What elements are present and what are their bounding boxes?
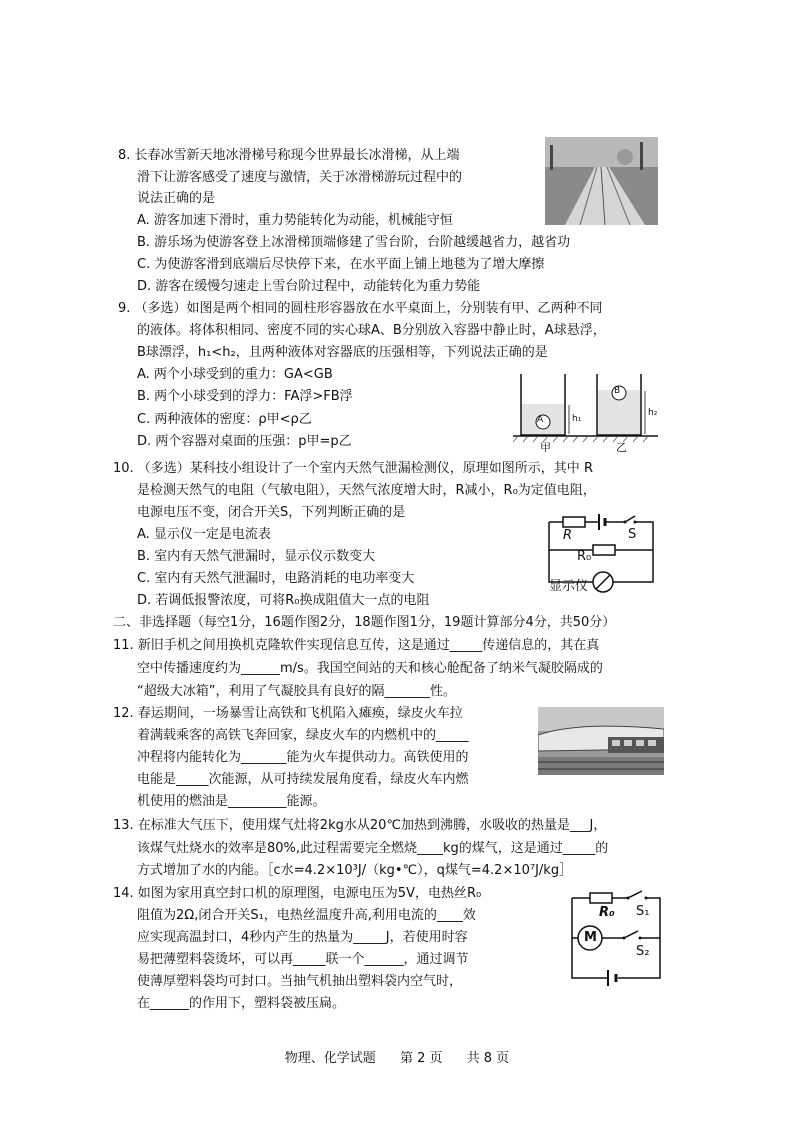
footer-total-pages: 共 8 页 <box>466 1051 510 1066</box>
q14-line: 阻值为2Ω,闭合开关S₁，电热丝温度升高,利用电流的____效 <box>137 908 476 923</box>
q8-option-a: A. 游客加速下滑时，重力势能转化为动能，机械能守恒 <box>137 213 453 228</box>
q11-line: 11. 新旧手机之间用换机克隆软件实现信息互传，这是通过_____传递信息的，其在真 <box>113 638 600 653</box>
q12-line: 着满载乘客的高铁飞奔回家，绿皮火车的内燃机中的_____ <box>137 728 469 743</box>
h1-label: h₁ <box>572 414 582 424</box>
q9-stem-line: 9. （多选）如图是两个相同的圆柱形容器放在水平桌面上，分别装有甲、乙两种不同 <box>118 301 603 316</box>
q14-line: 易把薄塑料袋烫坏，可以再_____联一个______，通过调节 <box>137 952 469 967</box>
q9-stem-line: B球漂浮，h₁<h₂，且两种液体对容器底的压强相等，下列说法正确的是 <box>137 345 548 360</box>
q12-line: 12. 春运期间，一场暴雪让高铁和飞机陷入瘫痪，绿皮火车拉 <box>113 706 463 721</box>
q8-option-d: D. 游客在缓慢匀速走上雪台阶过程中，动能转化为重力势能 <box>137 279 481 294</box>
q8-option-c: C. 为使游客滑到底端后尽快停下来，在水平面上铺上地毯为了增大摩擦 <box>137 257 545 272</box>
q14-line: 14. 如图为家用真空封口机的原理图，电源电压为5V，电热丝R₀ <box>113 886 482 901</box>
ball-a-label: A <box>537 415 544 425</box>
q9-option-b: B. 两个小球受到的浮力：FA浮>FB浮 <box>137 389 353 404</box>
containers-diagram <box>513 372 663 458</box>
ball-b-label: B <box>614 386 621 396</box>
q14-line: 在______的作用下，塑料袋被压扁。 <box>137 996 346 1011</box>
q11-line: “超级大冰箱”，利用了气凝胶具有良好的隔_______性。 <box>137 684 456 699</box>
q8-stem-line: 8. 长春冰雪新天地冰滑梯号称现今世界最长冰滑梯，从上端 <box>118 148 460 163</box>
q10-option-c: C. 室内有天然气泄漏时，电路消耗的电功率变大 <box>137 571 415 586</box>
page-footer <box>0 1047 794 1066</box>
h2-label: h₂ <box>648 408 658 418</box>
footer-page-number: 第 2 页 <box>399 1051 443 1066</box>
q13-line: 该煤气灶烧水的效率是80%,此过程需要完全燃烧____kg的煤气，这是通过_____的 <box>137 841 609 856</box>
sealer-s1-label: S₁ <box>636 904 650 919</box>
sealer-s2-label: S₂ <box>636 944 650 959</box>
display-meter-label: 显示仪 <box>549 579 589 594</box>
section2-header: 二、非选择题（每空1分，16题作图2分，18题作图1分，19题计算部分4分，共50分） <box>113 615 616 630</box>
circuit-r0-label: R₀ <box>577 549 592 564</box>
q13-line: 13. 在标准大气压下，使用煤气灶将2kg水从20℃加热到沸腾，水吸收的热量是___J， <box>113 818 607 833</box>
jia-label: 甲 <box>540 441 551 454</box>
q12-line: 冲程将内能转化为_______能为火车提供动力。高铁使用的 <box>137 750 469 765</box>
q8-stem-line: 滑下让游客感受了速度与激情，关于冰滑梯游玩过程中的 <box>137 170 463 185</box>
ice-slide-photo <box>545 137 658 225</box>
sealer-r0-label: R₀ <box>599 905 615 920</box>
q10-option-a: A. 显示仪一定是电流表 <box>137 527 271 542</box>
q14-line: 使薄厚塑料袋均可封口。当抽气机抽出塑料袋内空气时， <box>137 974 463 989</box>
q8-stem-line: 说法正确的是 <box>137 191 216 206</box>
circuit-s-label: S <box>628 527 637 542</box>
q13-line: 方式增加了水的内能。［c水=4.2×10³J/（kg•℃），q煤气=4.2×10⁷J/kg］ <box>137 863 573 878</box>
yi-label: 乙 <box>616 441 627 454</box>
q11-line: 空中传播速度约为______m/s。我国空间站的天和核心舱配备了纳米气凝胶隔成的 <box>137 661 603 676</box>
circuit-r-label: R <box>563 528 573 543</box>
motor-label: M <box>584 930 597 945</box>
q9-option-c: C. 两种液体的密度：ρ甲<ρ乙 <box>137 412 312 427</box>
q14-line: 应实现高温封口，4秒内产生的热量为_____J，若使用时容 <box>137 930 468 945</box>
q10-option-d: D. 若调低报警浓度，可将R₀换成阻值大一点的电阻 <box>137 593 430 608</box>
q10-stem-line: 电源电压不变，闭合开关S，下列判断正确的是 <box>137 505 406 520</box>
q9-stem-line: 的液体。将体积相同、密度不同的实心球A、B分别放入容器中静止时，A球悬浮， <box>137 323 606 338</box>
q12-line: 机使用的燃油是_________能源。 <box>137 794 326 809</box>
q10-option-b: B. 室内有天然气泄漏时，显示仪示数变大 <box>137 549 376 564</box>
q9-option-a: A. 两个小球受到的重力：GA<GB <box>137 367 333 382</box>
q9-option-d: D. 两个容器对桌面的压强：p甲=p乙 <box>137 434 352 449</box>
q8-option-b: B. 游乐场为使游客登上冰滑梯顶端修建了雪台阶，台阶越缓越省力，越省功 <box>137 235 571 250</box>
sealer-circuit <box>560 888 668 988</box>
footer-subject: 物理、化学试题 <box>284 1051 376 1066</box>
q12-line: 电能是_____次能源，从可持续发展角度看，绿皮火车内燃 <box>137 772 469 787</box>
q10-stem-line: 10. （多选）某科技小组设计了一个室内天然气泄漏检测仪，原理如图所示，其中 R <box>113 461 593 476</box>
train-photo <box>538 707 664 775</box>
q10-stem-line: 是检测天然气的电阻（气敏电阻），天然气浓度增大时，R减小，R₀为定值电阻， <box>137 483 596 498</box>
